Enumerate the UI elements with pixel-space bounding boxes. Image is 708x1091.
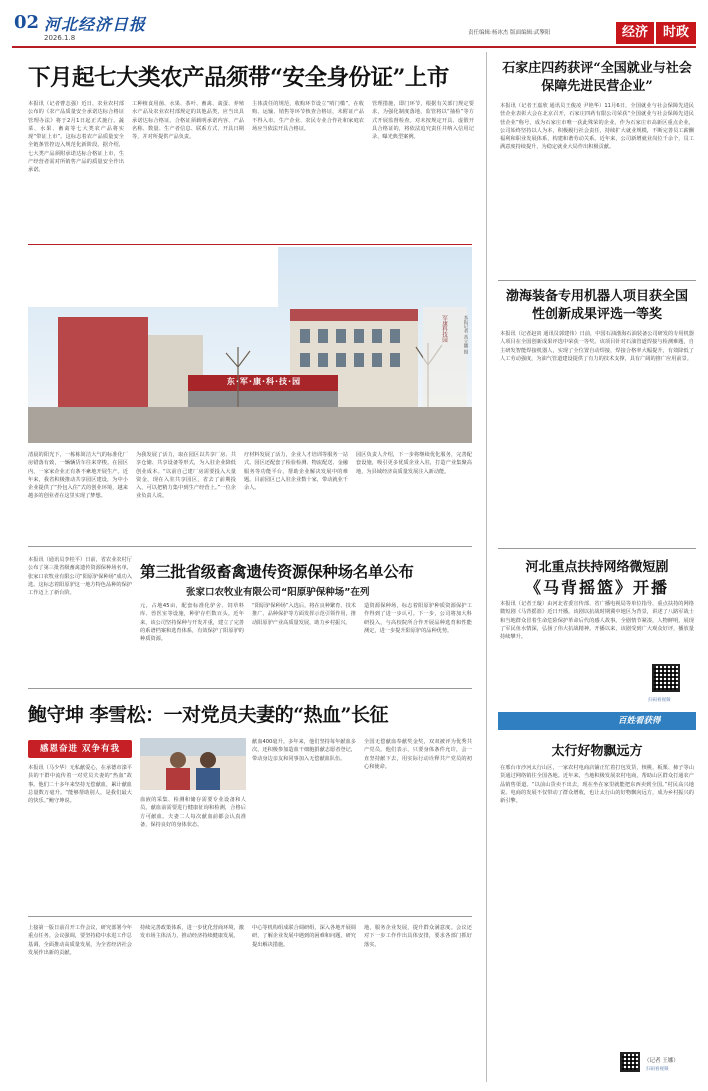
- breed-col-4: 造资源保种场，标志着阳原驴种质资源保护工作得到了进一步认可。下一步，公司将加大科研投入，与高校院所合作开展品种选育和性能测定，进一步提升阳原驴的品种优势。: [364, 603, 472, 634]
- divider-right-3: [498, 548, 696, 549]
- lead-col-4: 管理措施，即门环节，根据有关部门规定要求，为强化制度落地，监管将以“抽检”等方式开展监督检查。对未按规定开具、虚假开具合格证的，将依法追究责任并纳入信用记录，曝光典型案例。: [372, 101, 474, 141]
- right3-headline-2: 《马背摇篮》开播: [524, 578, 669, 597]
- couple-col-3: 献血400毫升。多年来，他们坚持每年献血多次，还积极参加造血干细胞捐献志愿者登记，带动身边亲友和同事加入无偿献血队伍。: [252, 739, 356, 762]
- couple-photo: [140, 738, 246, 790]
- right4-band: [498, 712, 696, 730]
- section-badge-politics: 时政: [656, 22, 696, 44]
- breed-col-3: “阳原驴保种场”入选后，将在良种繁育、技术推广、品种保护等方面发挥示范引领作用，推动阳原驴产业高质量发展，助力乡村振兴。: [252, 603, 356, 626]
- right4-headline: 太行好物飘远方: [551, 744, 643, 759]
- divider-right-column: [486, 52, 487, 1082]
- right4-qr-caption: 扫码看视频: [646, 1067, 669, 1072]
- couple-banner: [28, 740, 132, 758]
- lead-headline: 下月起七大类农产品须带“安全身份证”上市: [28, 65, 449, 91]
- feature-col-1: 清晨的阳光下，一栋栋简洁大气的标准化厂房错落有致，一辆辆货车往来穿梭。在园区内，一家家企业正有条不紊地开展生产。近年来，我省积极推动共享园区建设，为中小企业提供了“拎包入住”式的创业环境，越来越多的创业者在这里实现了梦想。: [28, 452, 128, 500]
- right1-headline: 石家庄四药获评“全国就业与社会保障先进民营企业”: [502, 61, 692, 94]
- bottom-col-4: 地，服务企业发展，提升群众满意度。会议还对下一步工作作出具体安排，要求各部门抓好落实。: [364, 925, 472, 948]
- lead-col-3: 主体责任的规范，收购环节设立“哨门槛”，在收购、运输、销售等环节核查合格证，未附证产品不得入市。生产企业、农民专业合作社和家庭农场应当依法开具合格证。: [252, 101, 364, 132]
- feature-col-4: 园区负责人介绍，下一步将继续优化服务，完善配套设施，吸引更多优质企业入驻，打造产业集聚高地，为县域经济高质量发展注入新动能。: [356, 452, 472, 475]
- lead-col-2: 工种植食用菌、水果、茶叶、畜禽、禽蛋、养殖水产品及农业农村部规定的其他品类，应当出具承诺达标合格证。合格证须载明承诺内容、产品名称、数量、生产者信息、联系方式、开具日期等，并对所提供产品负责。: [132, 101, 244, 141]
- couple-headline: 鲍守坤 李雪松：一对党员夫妻的“热血”长征: [28, 704, 388, 726]
- couple-banner-text: 感恩奋进 双争有我: [40, 744, 120, 754]
- feature-col-3: 疗材料发展了活力，企业人才培训等服务一站式。园区还配套了检验检测、物流配送、金融服务等功能平台，帮助企业解决发展中的难题。目前园区已入驻企业数十家，带动就业千余人。: [244, 452, 348, 492]
- divider-breed: [28, 546, 472, 547]
- industrial-park-photo: [28, 247, 472, 443]
- park-sign: 东·军·康·科·技·园: [226, 377, 302, 386]
- issue-date: 2026.1.8: [44, 34, 76, 42]
- header-rule: [12, 46, 696, 48]
- photo-caption: 军康科技园: [441, 315, 447, 343]
- feature-box: [28, 244, 472, 544]
- divider-bottom: [28, 916, 472, 917]
- bottom-col-3: 中心等机构组成联合调研组，深入各地开展调研，了解企业发展中遇到的困难和问题，研究提出解决措施。: [252, 925, 356, 948]
- masthead: [0, 0, 708, 46]
- editors-line: 责任编辑:杨冰杰 版面编辑:武擎阳: [468, 30, 551, 36]
- page-number: 02: [14, 12, 40, 33]
- right2-body: 本报讯（记者赵寅 通讯员郭建伟）日前，中国石油渤海石油装备公司研发的专用机器人项目在全国创新成果评选中荣获一等奖。该项目针对石油管道焊接与检测难题，自主研发智能焊接机器人，实现了全位置自动焊接，焊接合格率大幅提升，有效降低了人工劳动强度，为油气管道建设提供了有力的技术支撑，具有广阔的推广应用前景。: [500, 331, 694, 362]
- right3-headline-1: 河北重点扶持网络微短剧: [525, 560, 669, 575]
- right3-body: 本报讯（记者王璇）由河北省委宣传部、省广播电视局等单位指导，重点扶持的网络微短剧《马背摇篮》近日开播。该剧以抗战时期冀中地区为背景，讲述了八路军战士和当地群众冒着生命危险保护革命后代的感人故事。全剧情节紧凑，人物鲜明，展现了军民鱼水情深，弘扬了伟大抗战精神。开播以来，该剧受到广大观众好评，播放量持续攀升。: [500, 601, 694, 641]
- couple-col-1: 本报讯（马少华）无私献爱心，在承德市滦平县的干群中流传着一对党员夫妻的“热血”故事。他们二十多年来坚持无偿献血，累计献血总量数万毫升。“能够帮助别人，是我们最大的快乐。”鲍守坤说。: [28, 765, 132, 805]
- right4-body: 在邢台市沙河太行山区，一家农村电商店铺正忙着打包发货，核桃、板栗、柿子等山货通过网络销往全国各地。近年来，当地积极发展农村电商，帮助山区群众打通农产品销售渠道。“以前山货卖不出去，现在坐在家里就能把东西卖到全国。”村民高兴地说。电商的发展不仅带动了群众增收，也让太行山的好物飘向远方，成为乡村振兴的新引擎。: [500, 765, 694, 805]
- breed-subhead: 张家口农牧业有限公司“阳原驴保种场”在列: [186, 587, 370, 598]
- breed-col-1: 本报讯（通讯员李桂平）日前，省农业农村厅公布了第三批省级畜禽遗传资源保种场名单，张家口农牧业有限公司“阳原驴保种场”成功入选。这标志着阳原驴这一地方特色品种的保护工作迈上了新台阶。: [28, 557, 132, 597]
- right1-body: 本报讯（记者王嘉欣 通讯员王俊凌 尹艳华）11月6日，全国就业与社会保障先进民营企业表彰大会在北京召开，石家庄四药有限公司荣获“全国就业与社会保障先进民营企业”称号，成为石家庄市唯一获此殊荣的企业。作为石家庄市高新区重点企业，公司始终坚持以人为本，积极履行社会责任，持续扩大就业规模，不断完善员工薪酬福利和职业发展体系，构建和谐劳动关系。近年来，公司新增就业岗位千余个，员工满意度持续提升，为稳定就业大局作出积极贡献。: [500, 103, 694, 151]
- bottom-col-1: 上接第一版日前召开工作会议，研究部署今年重点任务。会议强调，要坚持稳中求进工作总基调，全面推动高质量发展，为全省经济社会发展作出新的贡献。: [28, 925, 132, 956]
- right4-byline: （记者 王娜）: [644, 1058, 679, 1064]
- lead-col-1: 本报讯（记者曹志强）近日，农业农村部公布的《农产品质量安全承诺达标合格证管理办法》将于2月1日起正式施行。蔬菜、水果、畜禽等七大类农产品将实现“带证上市”。这标志着农产品质量安全全链条管控迈入规范化新阶段。据介绍，七大类产品须附承诺达标合格证上市，生产经营者需对所销售产品的质量安全作出承诺。: [28, 101, 124, 174]
- divider-couple: [28, 688, 472, 689]
- breed-col-2: 元，占地45亩，配套标准化驴舍、饲草料库、兽医室等设施，种驴存栏数百头。近年来，该公司坚持保种与开发并重，建立了完善的系谱档案和选育体系，有效保护了阳原驴的种质资源。: [140, 603, 244, 643]
- feature-col-2: 为我发展了活力，取在园区以共享厂房、共享仓储、共享设备等形式，为入驻企业降低创业成本。“以前自己建厂房需要投入大量资金，现在入驻共享园区，省去了前期投入，可以把精力集中到生产经营上。”一位企业负责人说。: [136, 452, 236, 500]
- divider-right-2: [498, 280, 696, 281]
- breed-headline: 第三批省级畜禽遗传资源保种场名单公布: [140, 562, 414, 581]
- photo-credit: 本报记者 高立鹏 摄: [463, 315, 468, 354]
- paper-name: 河北经济日报: [44, 15, 147, 34]
- right3-qr-code[interactable]: [652, 664, 680, 692]
- couple-col-4: 全国无偿献血奉献奖金奖，双双被评为优秀共产党员。他们表示，只要身体条件允许，会一直坚持献下去，用实际行动诠释共产党员的初心和使命。: [364, 739, 472, 770]
- right3-qr-caption: 扫码看视频: [648, 698, 671, 703]
- right4-qr-code[interactable]: [620, 1052, 640, 1072]
- couple-photo-illustration: [140, 738, 246, 790]
- right2-headline: 渤海装备专用机器人项目获全国性创新成果评选一等奖: [505, 289, 688, 322]
- bottom-col-2: 持续完善政策体系，进一步优化营商环境，激发市场主体活力，推动经济持续健康发展。: [140, 925, 244, 940]
- right4-band-label: 百姓看获得: [618, 716, 661, 726]
- couple-col-2: 血液的采集、检测和储存需要专业设备和人员。献血前需要进行健康征询和检测，合格后方可献血。夫妻二人每次献血前都会认真准备，保持良好的身体状态。: [140, 797, 246, 828]
- industrial-park-illustration: [28, 247, 472, 443]
- section-badge-economy: 经济: [616, 22, 654, 44]
